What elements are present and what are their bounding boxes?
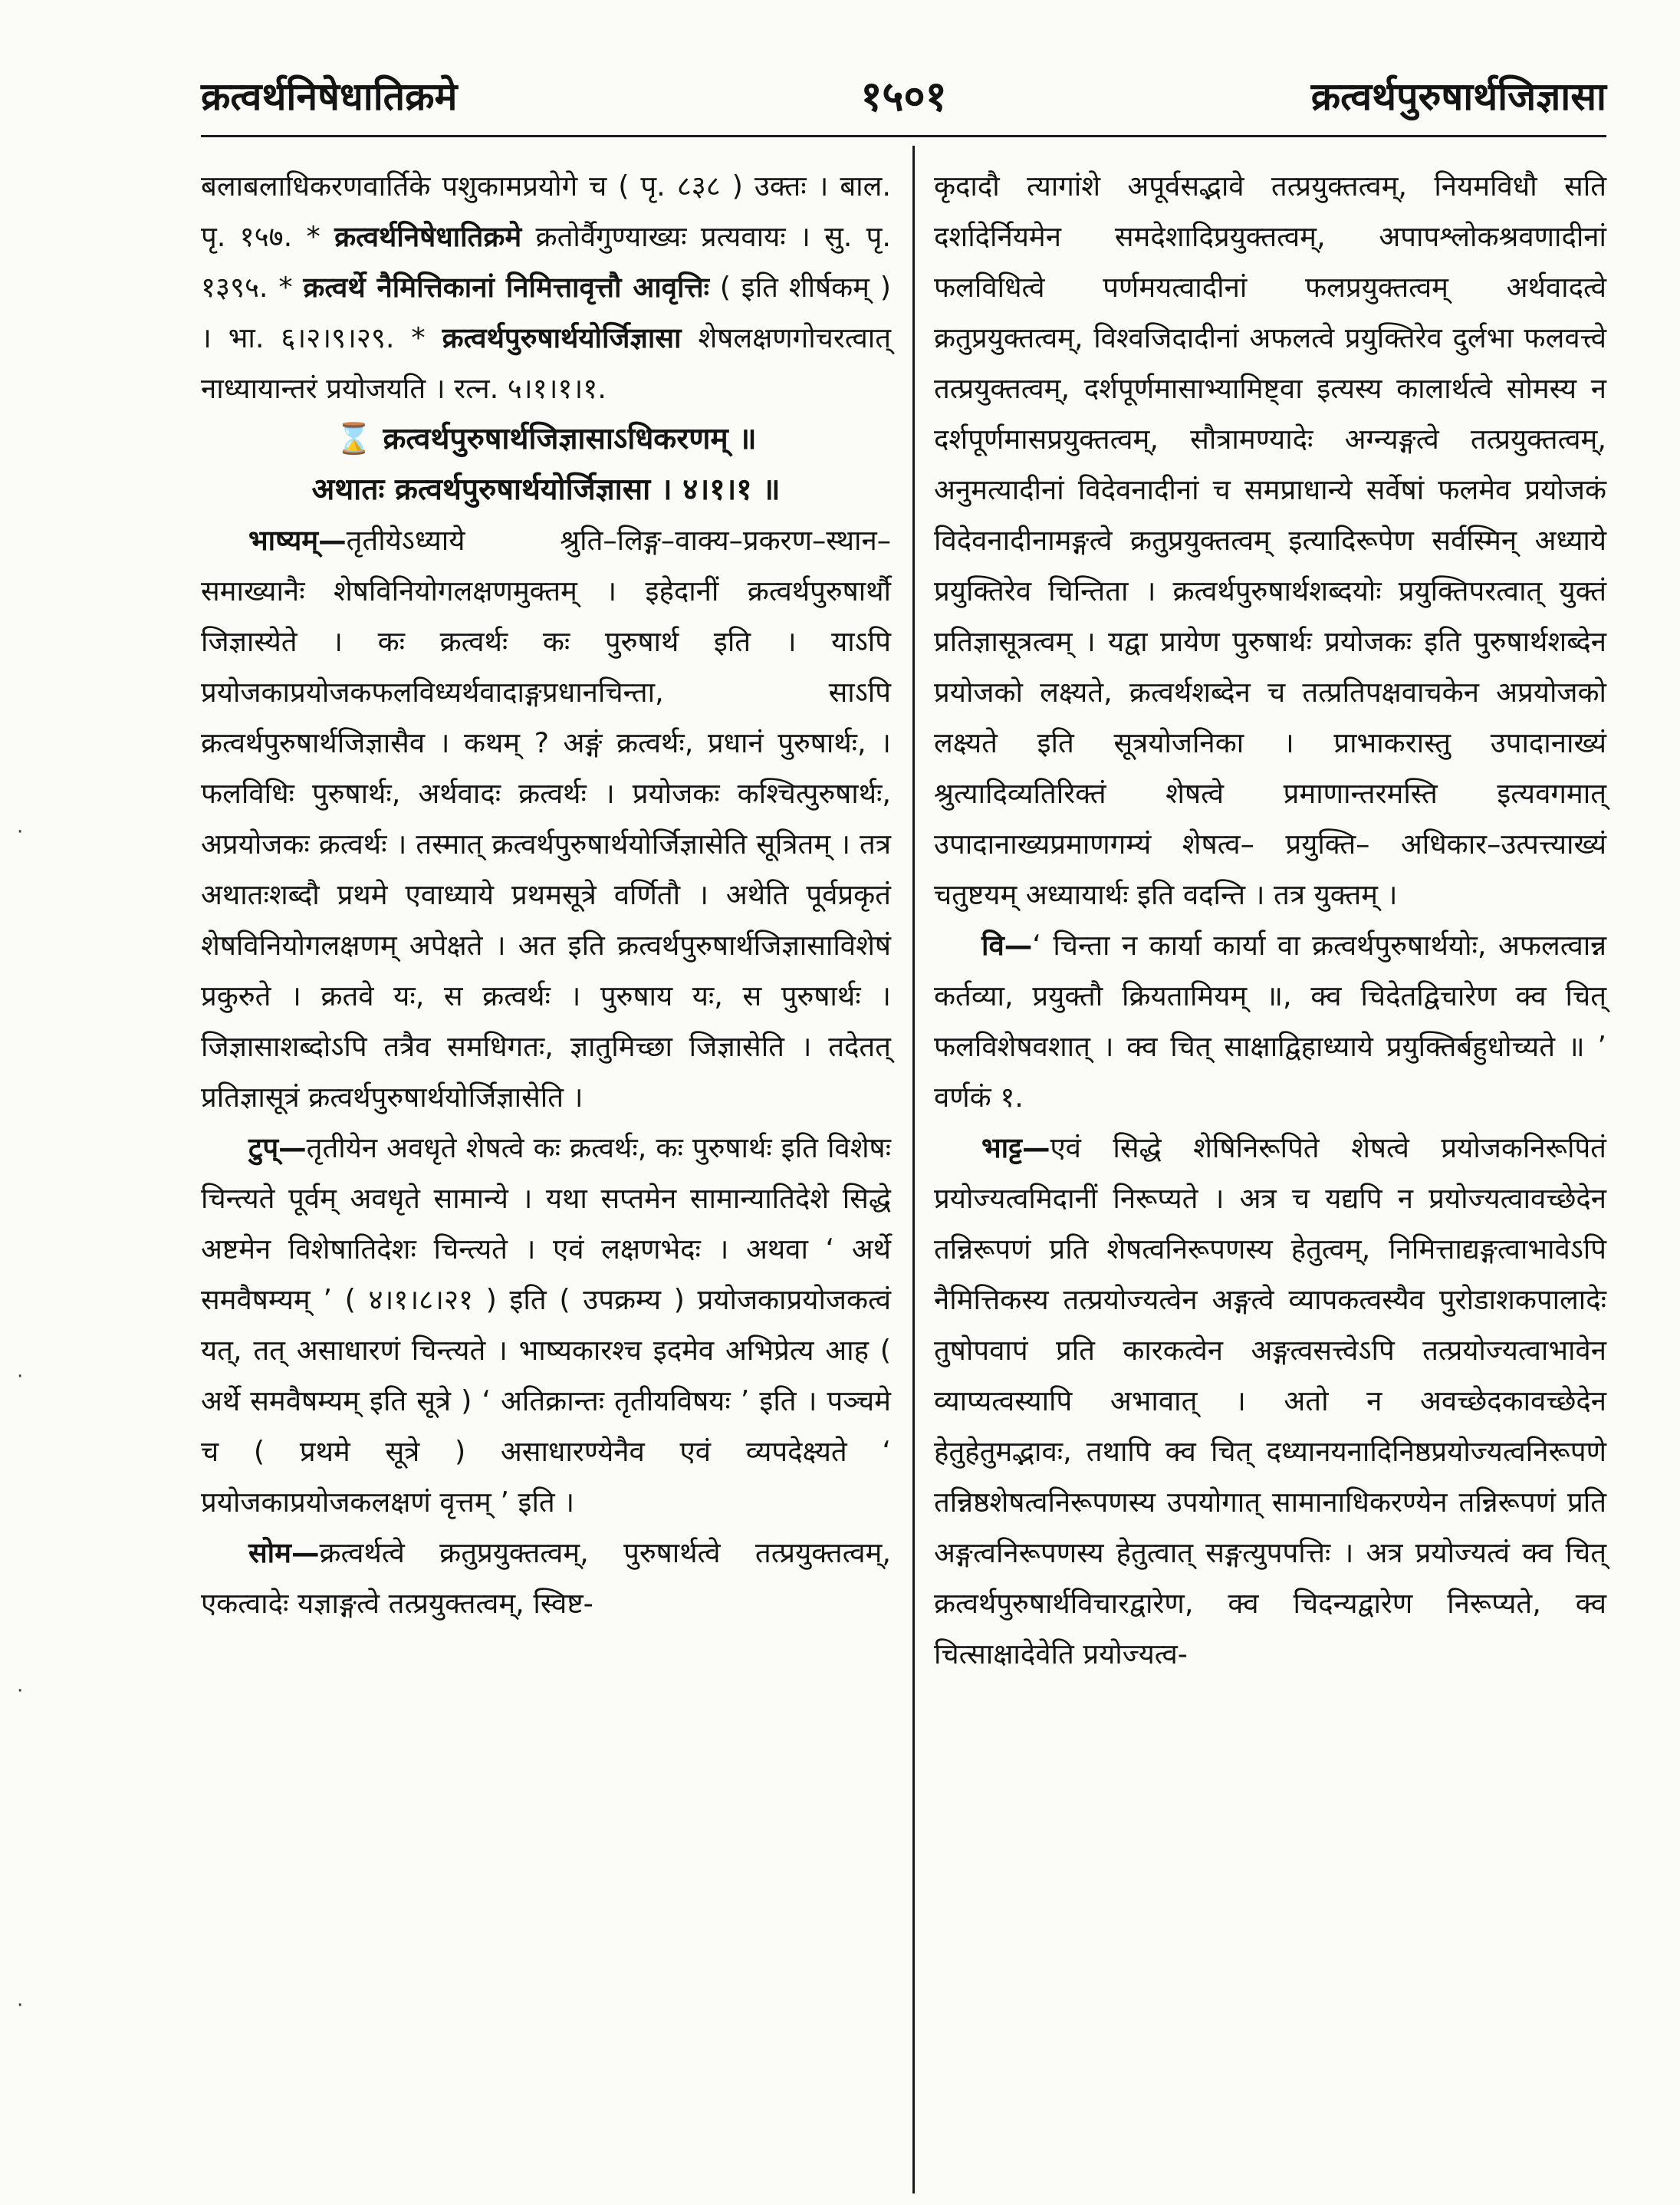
tup-label: टुप्— xyxy=(248,1131,307,1164)
intro-text: उक्तः । बाल. पृ. १५७. xyxy=(201,169,891,253)
intro-heading: क्रत्वर्थपुरुषार्थयोर्जिज्ञासा xyxy=(442,321,682,354)
sutra: अथातः क्रत्वर्थपुरुषार्थयोर्जिज्ञासा । ४।१।१ ॥ xyxy=(311,472,781,507)
intro-paragraph xyxy=(201,161,891,414)
intro-heading: क्रत्वर्थनिषेधातिक्रमे xyxy=(334,220,522,253)
scan-mark: · xyxy=(17,1994,24,2017)
scan-mark: · xyxy=(17,821,24,844)
left-column xyxy=(201,161,891,1629)
bhatt-text: एवं सिद्धे शेषिनिरूपिते शेषत्वे प्रयोजकनिरूपितं प्रयोज्यत्वमिदानीं निरूप्यते । अत्र च यद्यपि न प्रयोज्यत्वावच्छेदेन तन्निरूपणं प्रति शेषत्वनिरूपणस्य हेतुत्वम्, निमित्ताद्यङ्गत्वाभावेऽपि नैमित्तिकस्य तत्प्रयोज्यत्वेन अङ्गत्वे व्यापकत्वस्यैव पुरोडाशकपालादेः तुषोपवापं प्रति कारकत्वेन अङ्गत्वसत्त्वेऽपि तत्प्रयोज्यत्वाभावेन व्याप्यत्वस्यापि अभावात् । अतो न अवच्छेदकावच्छेदेन हेतुहेतुमद्भावः, तथापि क्व चित् दध्यानयनादिनिष्ठप्रयोज्यत्वनिरूपणे तन्निष्ठशेषत्वनिरूपणस्य उपयोगात् सामानाधिकरण्येन तन्निरूपणं प्रति अङ्गत्वनिरूपणस्य हेतुत्वात् सङ्गत्युपपत्तिः । अत्र प्रयोज्यत्वं क्व चित् क्रत्वर्थपुरुषार्थविचारद्वारेण, क्व चिदन्यद्वारेण निरूप्यते, क्व चित्साक्षादेवेति प्रयोज्यत्व- xyxy=(934,1131,1606,1670)
adhikarana-title-text: क्रत्वर्थपुरुषार्थजिज्ञासाऽधिकरणम् ॥ xyxy=(383,422,757,456)
vi-paragraph xyxy=(934,920,1606,1123)
header-rule xyxy=(201,135,1606,137)
intro-text: बलाबलाधिकरणवार्तिके पशुकामप्रयोगे च ( पृ. ८३८ ) xyxy=(201,169,743,202)
bhashya-paragraph xyxy=(201,515,891,1123)
page-header xyxy=(201,66,1606,127)
scan-mark: · xyxy=(17,1680,24,1703)
adhikarana-title xyxy=(201,414,891,465)
vi-label: वि— xyxy=(981,929,1033,962)
running-head-right: क्रत्वर्थपुरुषार्थजिज्ञासा xyxy=(1310,74,1606,119)
som-label: सोम— xyxy=(248,1536,320,1569)
intro-text: शेषलक्षणगोचरत्वात् नाध्यायान्तरं प्रयोजयति । रत्न. ५।१।१।१. xyxy=(201,321,892,405)
bhatt-paragraph xyxy=(934,1123,1606,1680)
bhashya-label: भाष्यम्— xyxy=(248,524,347,557)
som-text: क्रत्वर्थत्वे क्रतुप्रयुक्तत्वम्, पुरुषार्थत्वे तत्प्रयुक्तत्वम्, एकत्वादेः यज्ञाङ्गत्वे तत्प्रयुक्तत्वम्, स्विष्ट- xyxy=(201,1536,891,1620)
intro-text: क्रतोर्वैगुण्याख्यः प्रत्यवायः । सु. पृ. १३९५. xyxy=(201,220,891,304)
column-divider xyxy=(912,146,915,2193)
intro-heading: क्रत्वर्थे नैमित्तिकानां निमित्तावृत्तौ आवृत्तिः xyxy=(303,271,709,304)
tup-paragraph xyxy=(201,1123,891,1528)
page-number: १५०१ xyxy=(860,72,947,120)
bhatt-label: भाट्ट— xyxy=(981,1131,1050,1164)
continuation-paragraph: कृदादौ त्यागांशे अपूर्वसद्भावे तत्प्रयुक्तत्वम्, नियमविधौ सति दर्शादेर्नियमेन समदेशादिप्रयुक्तत्वम्, अपापश्लोकश्रवणादीनां फलविधित्वे पर्णमयत्वादीनां फलप्रयुक्तत्वम् अर्थवादत्वे क्रतुप्रयुक्तत्वम्, विश्वजिदादीनां अफलत्वे प्रयुक्तिरेव दुर्लभा फलवत्त्वे तत्प्रयुक्तत्वम्, दर्शपूर्णमासाभ्यामिष्ट्वा इत्यस्य कालार्थत्वे सोमस्य न दर्शपूर्णमासप्रयुक्तत्वम्, सौत्रामण्यादेः अग्न्यङ्गत्वे तत्प्रयुक्तत्वम्, अनुमत्यादीनां विदेवनादीनां च समप्राधान्ये सर्वेषां फलमेव प्रयोजकं विदेवनादीनामङ्गत्वे क्रतुप्रयुक्तत्वम् इत्यादिरूपेण सर्वस्मिन् अध्याये प्रयुक्तिरेव चिन्तिता । क्रत्वर्थपुरुषार्थशब्दयोः प्रयुक्तिपरत्वात् युक्तं प्रतिज्ञासूत्रत्वम् । यद्वा प्रायेण पुरुषार्थः प्रयोजकः इति पुरुषार्थशब्देन प्रयोजको लक्ष्यते, क्रत्वर्थशब्देन च तत्प्रतिपक्षवाचकेन अप्रयोजको लक्ष्यते इति सूत्रयोजनिका । प्राभाकरास्तु उपादानाख्यं श्रुत्यादिव्यतिरिक्तं शेषत्वे प्रमाणान्तरमस्ति इत्यवगमात् उपादानाख्यप्रमाणगम्यं शेषत्व– प्रयुक्ति– अधिकार–उत्पत्त्याख्यं चतुष्टयम् अध्यायार्थः इति वदन्ति । तत्र युक्तम् । xyxy=(934,169,1606,911)
som-paragraph xyxy=(201,1528,891,1629)
tup-text: तृतीयेन अवधृते शेषत्वे कः क्रत्वर्थः, कः पुरुषार्थः इति विशेषः चिन्त्यते पूर्वम् अवधृते सामान्ये । यथा सप्तमेन सामान्यातिदेशे सिद्धे अष्टमेन विशेषातिदेशः चिन्त्यते । एवं लक्षणभेदः । अथवा ‘ अर्थे समवैषम्यम् ’ ( ४।१।८।२१ ) इति ( उपक्रम्य ) प्रयोजकाप्रयोजकत्वं यत्, तत् असाधारणं चिन्त्यते । भाष्यकारश्च इदमेव अभिप्रेत्य आह ( अर्थे समवैषम्यम् इति सूत्रे ) ‘ अतिक्रान्तः तृतीयविषयः ’ इति । पञ्चमे च ( प्रथमे सूत्रे ) असाधारण्येनैव एवं व्यपदेक्ष्यते ‘ प्रयोजकाप्रयोजकलक्षणं वृत्तम् ’ इति । xyxy=(201,1131,891,1519)
sigma-mark: ⌛ xyxy=(335,422,373,456)
intro-text: ( इति शीर्षकम् ) । भा. ६।२।९।२९. xyxy=(201,271,891,354)
star-mark: * xyxy=(278,271,293,304)
vi-text: ‘ चिन्ता न कार्या कार्या वा क्रत्वर्थपुरुषार्थयोः, अफलत्वान्न कर्तव्या, प्रयुक्तौ क्रियतामियम् ॥, क्व चिदेतद्विचारेण क्व चित् फलविशेषवशात् । क्व चित् साक्षाद्विहाध्याये प्रयुक्तिर्बहुधोच्यते ॥ ’ वर्णकं १. xyxy=(934,929,1606,1114)
scan-mark: · xyxy=(17,1365,24,1388)
right-column xyxy=(934,161,1606,1680)
star-mark: * xyxy=(306,220,321,253)
star-mark: * xyxy=(411,321,426,354)
bhashya-text: तृतीयेऽध्याये श्रुति–लिङ्ग–वाक्य–प्रकरण–स्थान–समाख्यानैः शेषविनियोगलक्षणमुक्तम् । इहेदानीं क्रत्वर्थपुरुषार्थौ जिज्ञास्येते । कः क्रत्वर्थः कः पुरुषार्थ इति । याऽपि प्रयोजकाप्रयोजकफलविध्यर्थवादाङ्गप्रधानचिन्ता, साऽपि क्रत्वर्थपुरुषार्थजिज्ञासैव । कथम् ? अङ्गं क्रत्वर्थः, प्रधानं पुरुषार्थः, । फलविधिः पुरुषार्थः, अर्थवादः क्रत्वर्थः । प्रयोजकः कश्चित्पुरुषार्थः, अप्रयोजकः क्रत्वर्थः । तस्मात् क्रत्वर्थपुरुषार्थयोर्जिज्ञासेति सूत्रितम् । तत्र अथातःशब्दौ प्रथमे एवाध्याये प्रथमसूत्रे वर्णितौ । अथेति पूर्वप्रकृतं शेषविनियोगलक्षणम् अपेक्षते । अत इति क्रत्वर्थपुरुषार्थजिज्ञासाविशेषं प्रकुरुते । क्रतवे यः, स क्रत्वर्थः । पुरुषाय यः, स पुरुषार्थः । जिज्ञासाशब्दोऽपि तत्रैव समधिगतः, ज्ञातुमिच्छा जिज्ञासेति । तदेतत् प्रतिज्ञासूत्रं क्रत्वर्थपुरुषार्थयोर्जिज्ञासेति । xyxy=(201,524,891,1114)
running-head-left: क्रत्वर्थनिषेधातिक्रमे xyxy=(201,74,458,119)
